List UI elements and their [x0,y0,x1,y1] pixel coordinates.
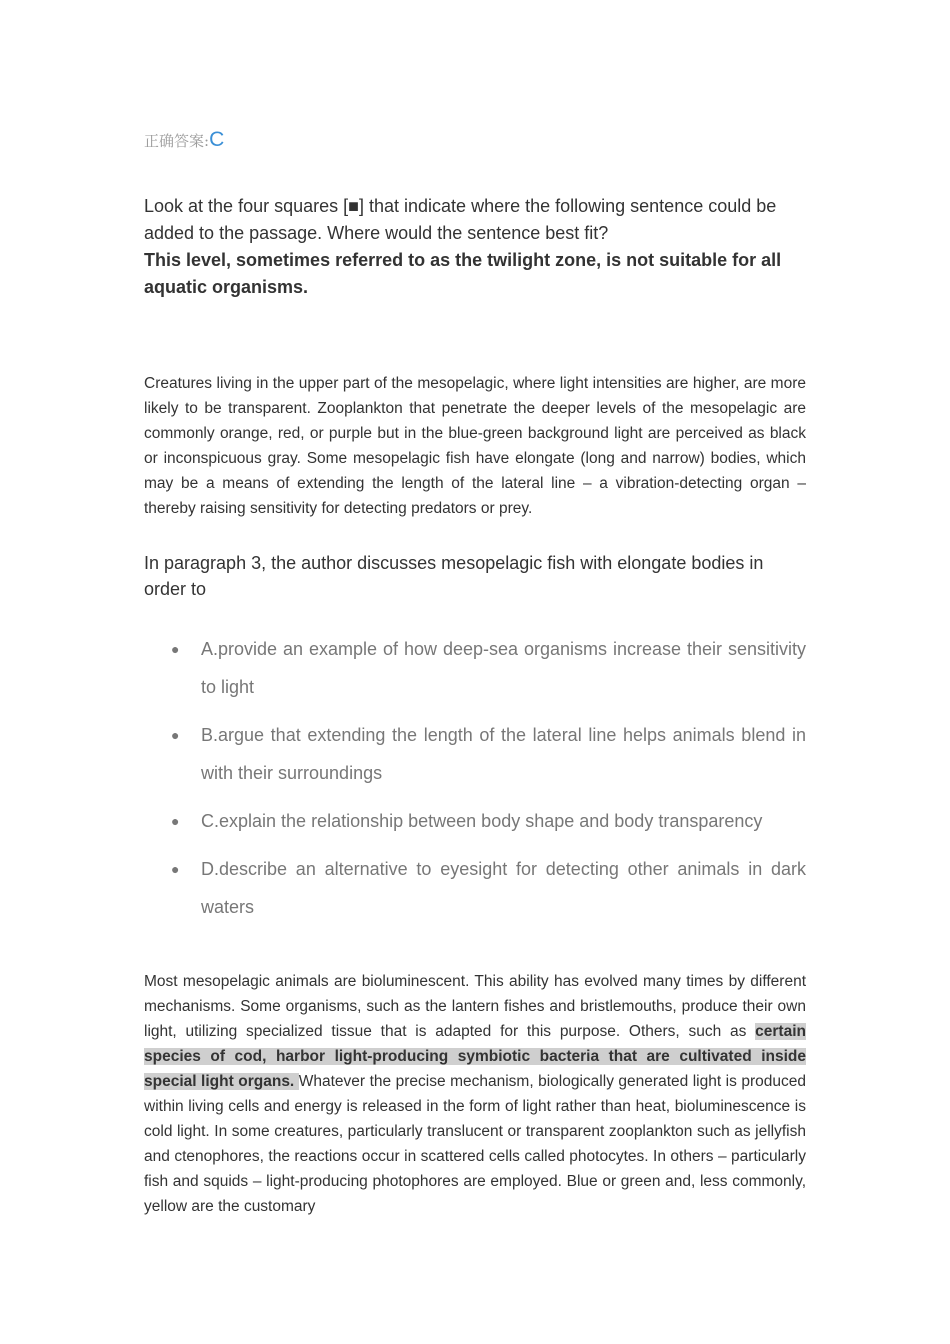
option-d[interactable] [171,850,806,926]
passage-paragraph-3: Creatures living in the upper part of the mesopelagic, where light intensities are higher, are more likely to be transparent. Zooplankton that penetrate the deeper levels of the mesopelagic are commonly orange, red, or purple but in the blue-green background light are perceived as black or inconspicuous gray. Some mesopelagic fish have elongate (long and narrow) bodies, which may be a means of extending the length of the lateral line – a vibration-detecting organ – thereby raising sensitivity for detecting predators or prey. [144,375,806,517]
insert-sentence-question [144,193,806,301]
option-a-text: A.provide an example of how deep-sea organisms increase their sensitivity to light [201,639,806,697]
correct-answer-letter: C [209,128,225,151]
insert-sentence-prompt: Look at the four squares [■] that indicate where the following sentence could be added to the passage. Where would the sentence best fit? [144,196,777,243]
bullet-icon: ● [171,727,180,743]
bullet-icon: ● [171,861,180,877]
answer-options [171,630,806,936]
option-c[interactable] [171,802,806,840]
question-prompt: In paragraph 3, the author discusses mesopelagic fish with elongate bodies in order to [144,553,764,599]
bullet-icon: ● [171,813,180,829]
correct-answer-label: 正确答案: [144,132,210,150]
highlighted-sentence: certain species of cod, harbor light-producing symbiotic bacteria that are cultivated inside special light organs. [144,1023,806,1090]
option-c-text: C.explain the relationship between body shape and body transparency [201,811,763,831]
correct-answer [144,128,224,152]
option-b-text: B.argue that extending the length of the lateral line helps animals blend in with their surroundings [201,725,806,783]
option-a[interactable] [171,630,806,706]
passage-paragraph-4 [144,969,806,1219]
paragraph-text-after: Whatever the precise mechanism, biologically generated light is produced within living cells and energy is released in the form of light rather than heat, bioluminescence is cold light. In some creatures, particularly translucent or transparent zooplankton such as jellyfish and ctenophores, the reactions occur in scattered cells called photocytes. In others – particularly fish and squids – light-producing photophores are employed. Blue or green and, less commonly, yellow are the customary [144,1073,806,1215]
insert-sentence-text: This level, sometimes referred to as the twilight zone, is not suitable for all aquatic organisms. [144,250,782,297]
bullet-icon: ● [171,641,180,657]
paragraph-text-before: Most mesopelagic animals are bioluminescent. This ability has evolved many times by different mechanisms. Some organisms, such as the lantern fishes and bristlemouths, produce their own light, utilizing specialized tissue that is adapted for this purpose. Others, such as [144,973,806,1040]
option-d-text: D.describe an alternative to eyesight for detecting other animals in dark waters [201,859,806,917]
option-b[interactable] [171,716,806,792]
